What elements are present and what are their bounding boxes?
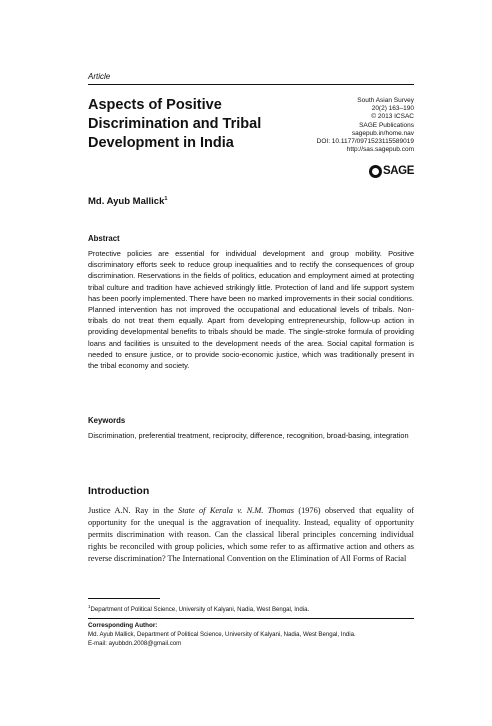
footnote-mark: 1 (88, 604, 91, 609)
journal-name: South Asian Survey (357, 97, 414, 104)
introduction-heading: Introduction (88, 485, 150, 497)
journal-doi[interactable]: DOI: 10.1177/0971523115589019 (316, 138, 414, 146)
abstract-text: Protective policies are essential for individual development and group mobility. Positive discriminatory efforts seek to reduce group inequalities and to rectify the consequences of group discrimination. Reservations in the fields of politics, education and employment aimed at protecting tribal culture and tradition have achieved strikingly little. Protection of land and life support system has been poorly implemented. There have been no marked improvements in their social conditions. Planned intervention has not improved the occupational and educational levels of tribals. Non-tribals do not treat them equally. Apart from developing entrepreneurship, follow-up action in providing developmental benefits to tribals should be made. The single-stroke formula of providing loans and facilities is unsuited to the development needs of the area. Social capital formation is needed to ensure justice, or to provide socio-economic justice, which was traditionally present in the tribal economy and society. (88, 249, 414, 371)
author-name-text: Md. Ayub Mallick (88, 196, 165, 208)
keywords-text: Discrimination, preferential treatment, reciprocity, difference, recognition, broad-basing, integration (88, 431, 409, 440)
footnote-rule (88, 598, 160, 599)
introduction-text (88, 505, 414, 565)
journal-info (274, 97, 414, 154)
title-line: Development in India (88, 135, 234, 151)
keywords-heading: Keywords (88, 416, 126, 425)
sage-logo (369, 165, 414, 179)
journal-publisher: SAGE Publications (359, 121, 414, 129)
corresponding-author-email[interactable]: E-mail: ayubbdn.2008@gmail.com (88, 640, 182, 647)
title-line: Discrimination and Tribal (88, 116, 262, 132)
correspondence-rule (88, 618, 414, 619)
journal-publisher-url[interactable]: sagepub.in/home.nav (351, 129, 414, 137)
author-name (88, 196, 167, 207)
journal-copyright: © 2013 ICSAC (371, 113, 414, 121)
affiliation-text: Department of Political Science, University of Kalyani, Nadia, West Bengal, India. (90, 606, 310, 614)
journal-volume: 20(2) 163–190 (371, 105, 414, 113)
article-title (88, 96, 298, 153)
sage-circle-icon (369, 165, 382, 178)
abstract-heading: Abstract (88, 234, 120, 243)
intro-text-part: Justice A.N. Ray in the (88, 506, 179, 515)
sage-logo-text: SAGE (383, 165, 414, 177)
article-type-label: Article (88, 72, 111, 81)
corresponding-author-heading: Corresponding Author: (88, 622, 158, 629)
case-name: State of Kerala v. N.M. Thomas (178, 506, 294, 515)
author-footnote-mark: 1 (164, 196, 168, 202)
corresponding-author-address: Md. Ayub Mallick, Department of Political Science, University of Kalyani, Nadia, West Bengal, India. (88, 631, 356, 638)
journal-url[interactable]: http://sas.sagepub.com (346, 146, 414, 154)
intro-text-part: (1976) observed that equality of opportunity for the unequal is the aggravation of inequality. Instead, equality of opportunity permits discrimination with reason. Can the classical liberal principles concerning individual rights be reconciled with group policies, which some refer to as affirmative action and others as reverse discrimination? The International Convention on the Elimination of All Forms of Racial (88, 506, 414, 563)
title-line: Aspects of Positive (88, 97, 222, 113)
affiliation-footnote (88, 603, 414, 614)
header-rule (88, 84, 414, 85)
